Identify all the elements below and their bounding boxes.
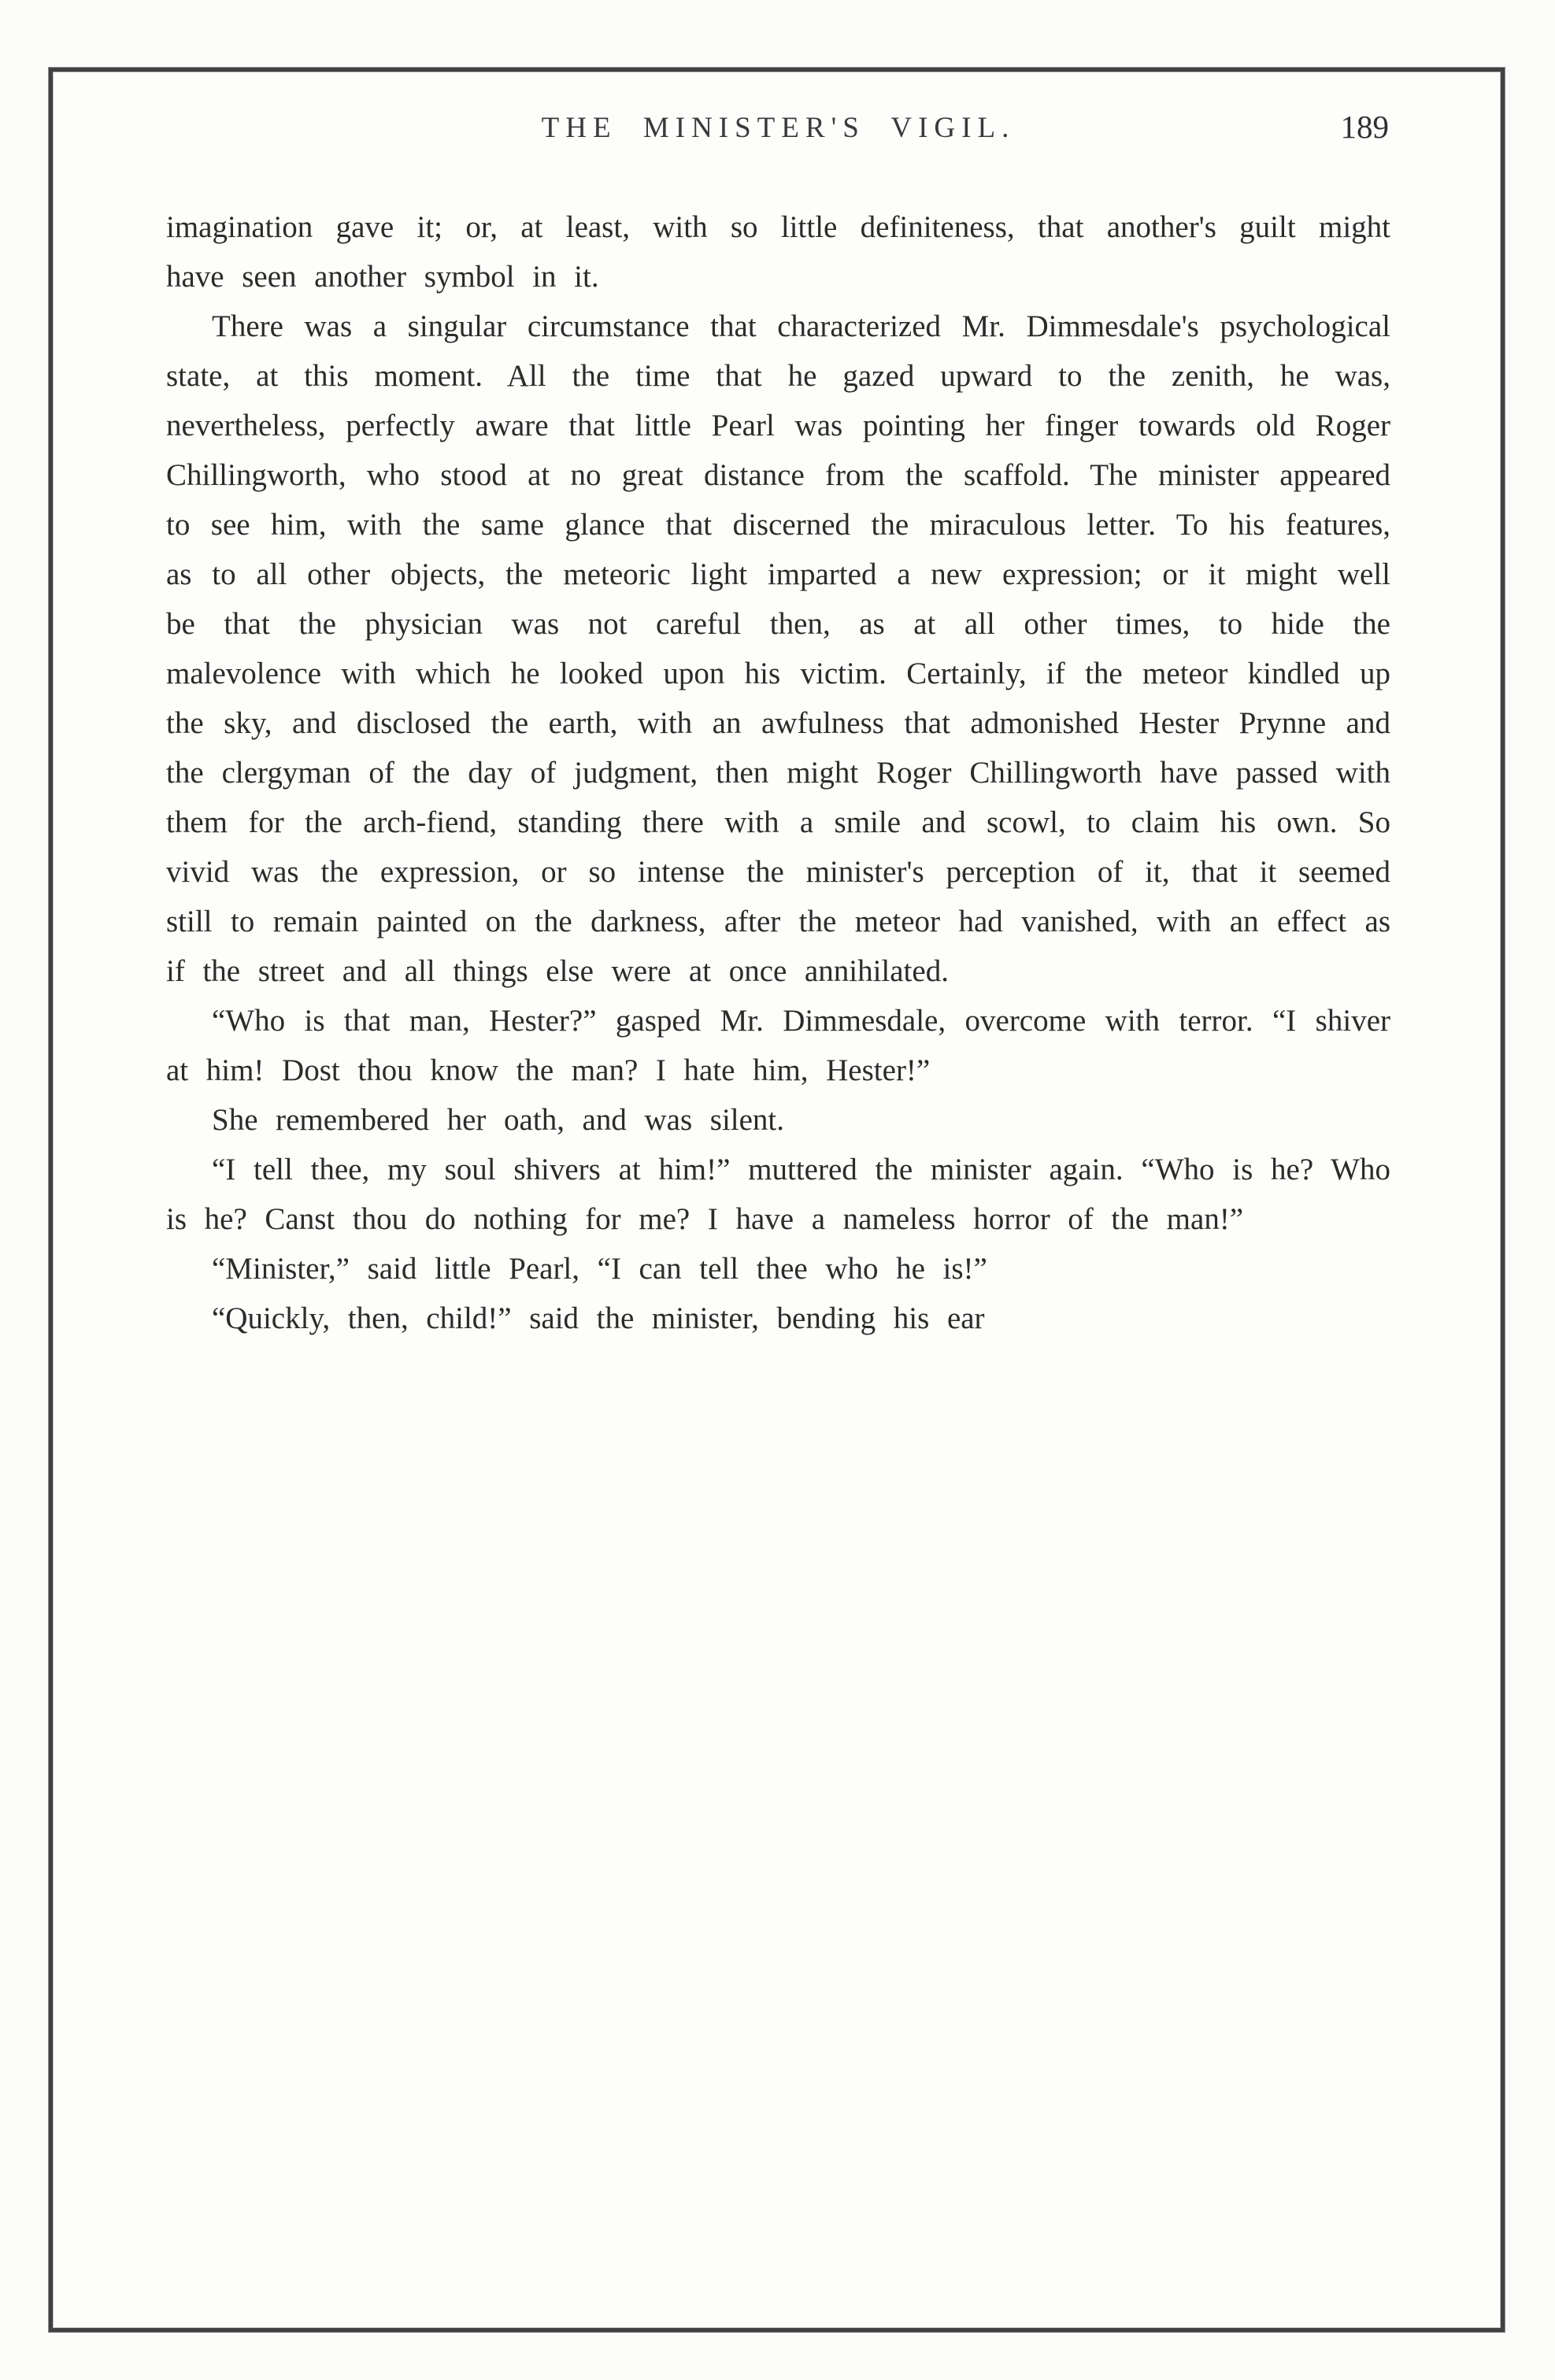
paragraph: “Minister,” said little Pearl, “I can tell thee who he is!” [212,1252,987,1286]
paragraph: “Quickly, then, child!” said the minister, bending his ear [212,1301,985,1335]
page-frame [49,68,1505,2332]
page-title: THE MINISTER'S VIGIL. [541,112,1016,144]
paragraph: “Who is that man, Hester?” gasped Mr. Dimmesdale, overcome with terror. “I shiver at him! Dost thou know the man? I hate him, Hester!” [166,1004,1390,1087]
paragraph: “I tell thee, my soul shivers at him!” muttered the minister again. “Who is he? Who is he? Canst thou do nothing for me? I have a nameless horror of the man!” [166,1153,1390,1236]
paragraph: imagination gave it; or, at least, with so little definiteness, that another's guilt might have seen another symbol in it. [166,210,1390,294]
paragraph: There was a singular circumstance that characterized Mr. Dimmesdale's psychological state, at this moment. All the time that he gazed upward to the zenith, he was, nevertheless, perfectly aware that little Pearl was pointing her finger towards old Roger Chillingworth, who stood at no great distance from the scaffold. The minister appeared to see him, with the same glance that discerned the miraculous letter. To his features, as to all other objects, the meteoric light imparted a new expression; or it might well be that the physician was not careful then, as at all other times, to hide the malevolence with which he looked upon his victim. Certainly, if the meteor kindled up the sky, and disclosed the earth, with an awfulness that admonished Hester Prynne and the clergyman of the day of judgment, then might Roger Chillingworth have passed with them for the arch-fiend, standing there with a smile and scowl, to claim his own. So vivid was the expression, or so intense the minister's perception of it, that it seemed still to remain painted on the darkness, after the meteor had vanished, with an effect as if the street and all things else were at once annihilated. [166,309,1390,988]
paragraph: She remembered her oath, and was silent. [212,1103,785,1137]
text-body [166,202,1390,1343]
page-number: 189 [1340,109,1389,145]
page-header [166,111,1390,161]
